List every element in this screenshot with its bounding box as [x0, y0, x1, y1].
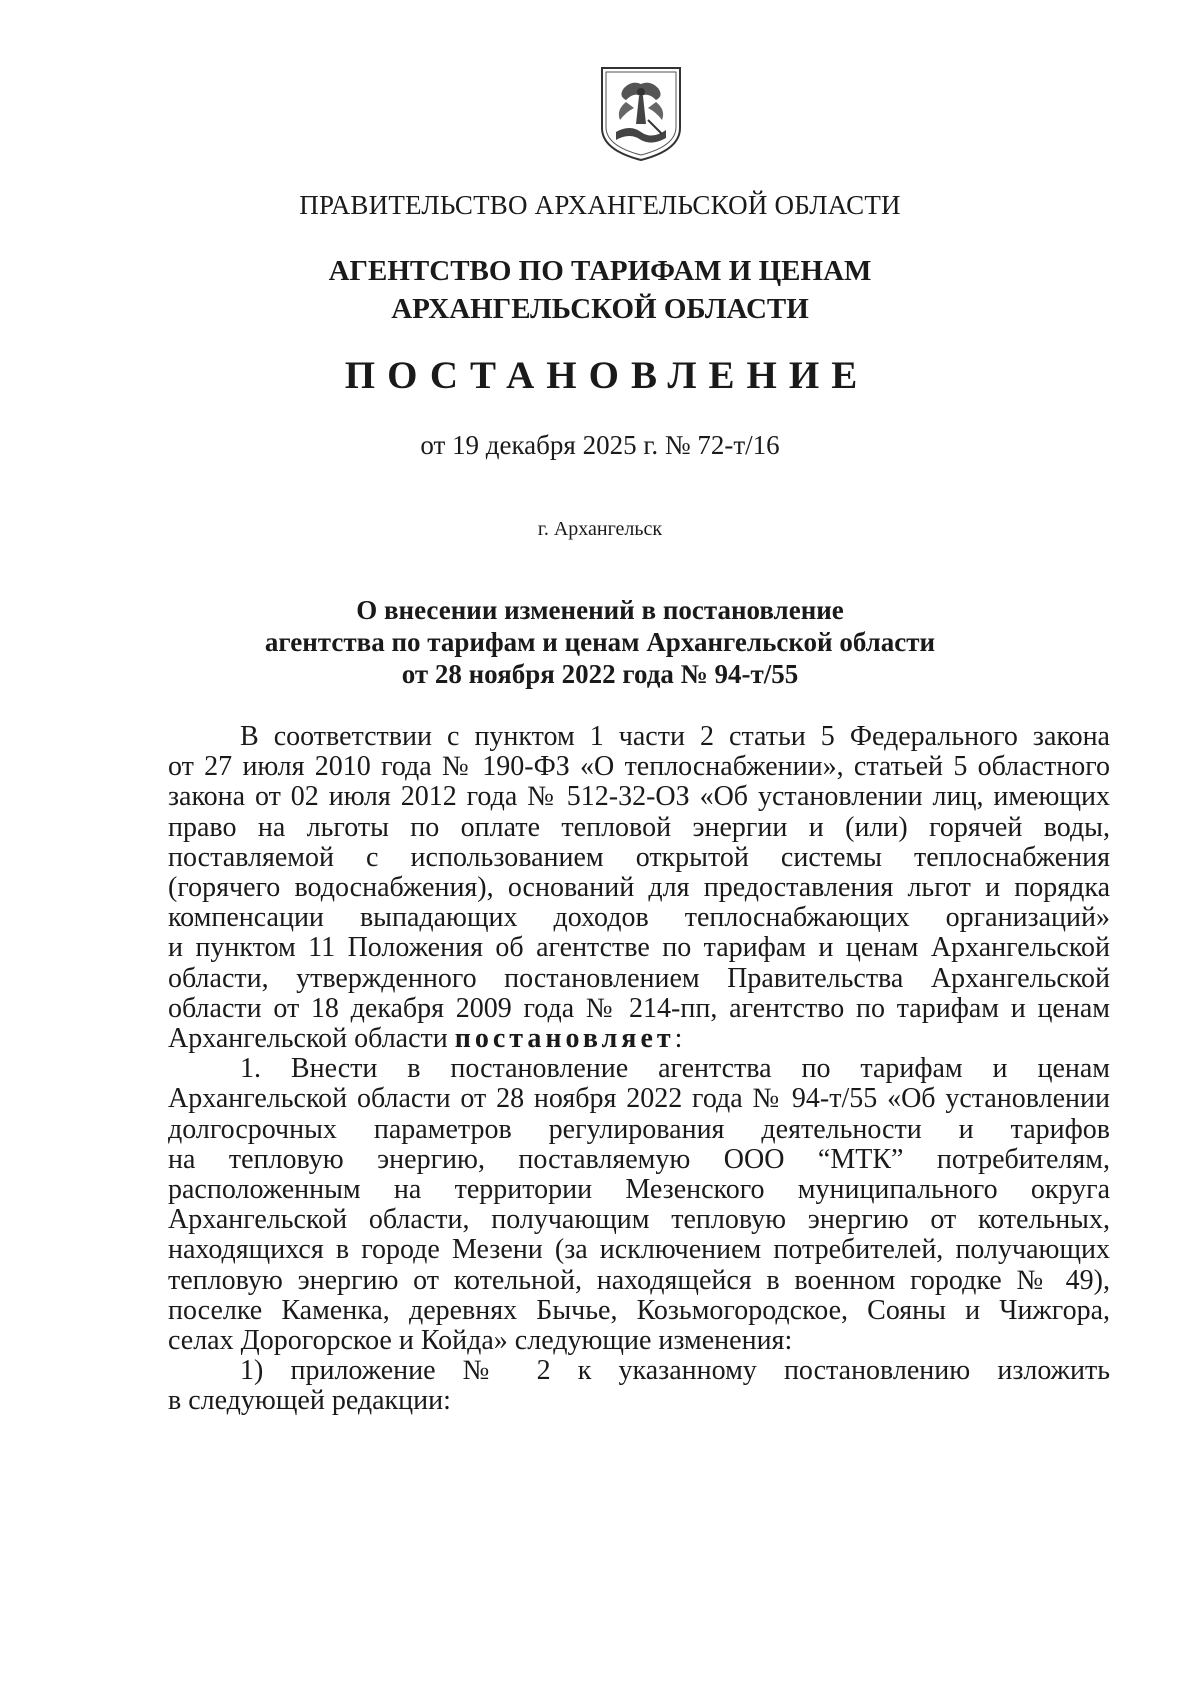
decrees-word: постановляет [454, 1023, 675, 1055]
body-line [168, 1024, 1110, 1054]
document-type: ПОСТАНОВЛЕНИЕ [344, 354, 870, 397]
document-subject [0, 594, 1200, 690]
body-line: право на льготы по оплате тепловой энергии и (или) горячей воды, [168, 811, 1110, 843]
body-line: расположенным на территории Мезенского муниципального округа [168, 1174, 1110, 1206]
body-line: закона от 02 июля 2012 года № 512-32-ОЗ «Об установлении лиц, имеющих [168, 781, 1110, 813]
body-line: компенсации выпадающих доходов теплоснабжающих организаций» [168, 902, 1110, 934]
body-line: и пунктом 11 Положения об агентстве по тарифам и ценам Архангельской [168, 932, 1110, 964]
body-line: (горячего водоснабжения), оснований для предоставления льгот и порядка [168, 872, 1110, 904]
government-name: ПРАВИТЕЛЬСТВО АРХАНГЕЛЬСКОЙ ОБЛАСТИ [299, 190, 901, 220]
body-line: В соответствии с пунктом 1 части 2 статьи 5 Федерального закона [240, 721, 1110, 752]
subject-line: агентства по тарифам и ценам Архангельской области [264, 627, 936, 657]
subject-line: О внесении изменений в постановление [356, 595, 844, 625]
body-line: Архангельской области, получающим тепловую энергию от котельных, [168, 1204, 1110, 1236]
coat-of-arms-emblem [596, 62, 686, 164]
agency-name-line: АГЕНТСТВО ПО ТАРИФАМ И ЦЕНАМ [328, 255, 872, 287]
body-line: 1) приложение № 2 к указанному постановлению изложить [240, 1355, 1110, 1387]
body-line: 1. Внести в постановление агентства по тарифам и ценам [240, 1053, 1110, 1085]
body-line: в следующей редакции: [168, 1385, 451, 1417]
body-text: : [674, 1023, 683, 1055]
subject-line: от 28 ноября 2022 года № 94-т/55 [401, 659, 799, 689]
body-line: от 27 июля 2010 года № 190-ФЗ «О теплоснабжении», статьей 5 областного [168, 751, 1110, 783]
body-line: поставляемой с использованием открытой системы теплоснабжения [168, 841, 1110, 873]
body-line: области от 18 декабря 2009 года № 214-пп, агентство по тарифам и ценам [168, 992, 1110, 1024]
document-city: г. Архангельск [537, 518, 663, 540]
body-line: поселке Каменка, деревнях Бычье, Козьмогородское, Сояны и Чижгора, [168, 1294, 1110, 1326]
body-line: долгосрочных параметров регулирования деятельности и тарифов [168, 1113, 1110, 1145]
document-date-number: от 19 декабря 2025 г. № 72-т/16 [420, 430, 780, 460]
agency-name-line: АРХАНГЕЛЬСКОЙ ОБЛАСТИ [391, 293, 809, 325]
body-line: Архангельской области от 28 ноября 2022 года № 94-т/55 «Об установлении [168, 1083, 1110, 1115]
body-line: селах Дорогорское и Койда» следующие изменения: [168, 1325, 793, 1357]
body-text: Архангельской области [168, 1023, 448, 1055]
body-line: тепловую энергию от котельной, находящейся в военном городке № 49), [168, 1264, 1110, 1296]
body-line: на тепловую энергию, поставляемую ООО “МТК” потребителям, [168, 1143, 1110, 1175]
body-line: находящихся в городе Мезени (за исключением потребителей, получающих [168, 1234, 1110, 1266]
document-body [168, 722, 1110, 1417]
body-line: области, утвержденного постановлением Правительства Архангельской [168, 962, 1110, 994]
agency-name [0, 252, 1200, 328]
